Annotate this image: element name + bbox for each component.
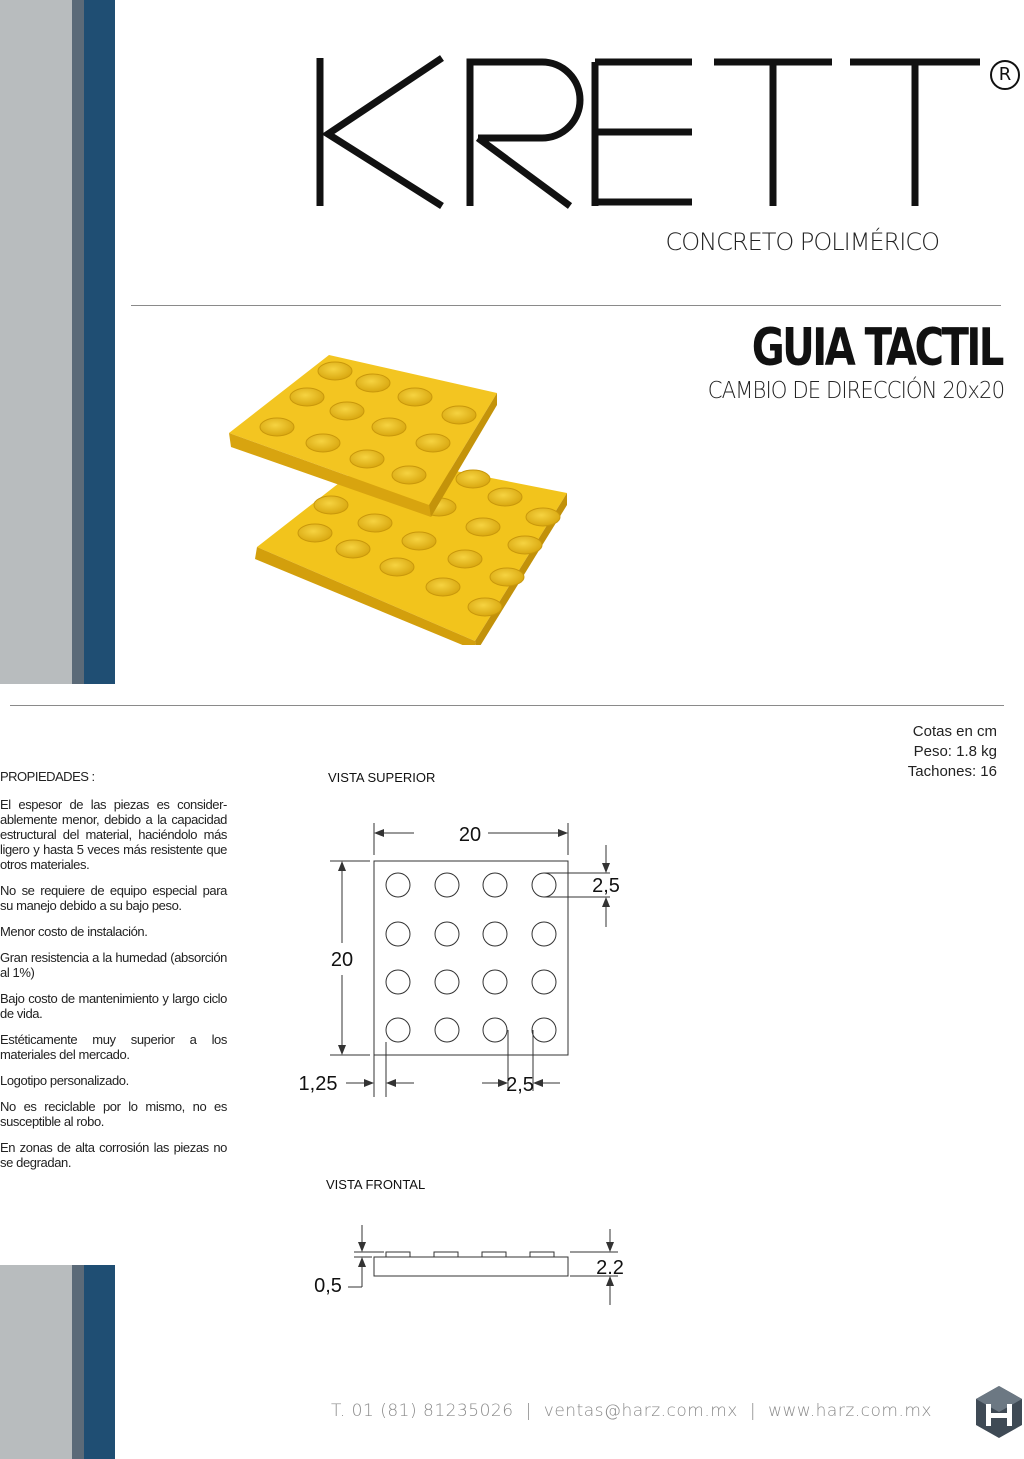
property-item: Gran resistencia a la humedad (absorción al 1%) bbox=[0, 950, 227, 980]
front-view-label: VISTA FRONTAL bbox=[326, 1177, 426, 1192]
side-stripe-slate-top bbox=[72, 0, 84, 684]
dim-spacing-label: 2,5 bbox=[506, 1074, 534, 1096]
property-item: En zonas de alta corrosión las piezas no se degradan. bbox=[0, 1140, 227, 1170]
product-tiles-illustration bbox=[225, 345, 575, 645]
spec-weight: Peso: 1.8 kg bbox=[913, 743, 997, 760]
property-item: Bajo costo de mantenimiento y largo ciclo de vida. bbox=[0, 991, 227, 1021]
properties-list bbox=[0, 797, 227, 1181]
registered-mark: R bbox=[990, 60, 1020, 90]
side-stripe-blue-top bbox=[84, 0, 115, 684]
footer-separator: | bbox=[525, 1401, 532, 1421]
property-item: Logotipo personalizado. bbox=[0, 1073, 129, 1088]
side-stripe-blue-bottom bbox=[84, 1265, 115, 1459]
product-subtitle: CAMBIO DE DIRECCIÓN 20x20 bbox=[707, 378, 1004, 404]
dim-stud-top-label: 2,5 bbox=[592, 875, 620, 897]
front-view-diagram bbox=[300, 1215, 640, 1315]
top-view-label: VISTA SUPERIOR bbox=[328, 770, 436, 785]
specs-block bbox=[908, 722, 997, 782]
spec-units: Cotas en cm bbox=[912, 723, 997, 740]
harz-logo bbox=[974, 1384, 1024, 1440]
dim-width-label: 20 bbox=[458, 824, 482, 846]
dim-margin-label: 1,25 bbox=[298, 1073, 338, 1095]
brand-subtitle: CONCRETO POLIMÉRICO bbox=[665, 228, 939, 256]
side-stripe-slate-bottom bbox=[72, 1265, 84, 1459]
product-title: GUIA TACTIL bbox=[751, 318, 1002, 378]
dim-height-label: 20 bbox=[330, 949, 354, 971]
footer-phone: T. 01 (81) 81235026 bbox=[331, 1401, 514, 1421]
side-stripe-gray-top bbox=[0, 0, 72, 684]
top-view-diagram bbox=[290, 815, 640, 1105]
section-divider bbox=[10, 705, 1004, 706]
footer-email[interactable]: ventas@harz.com.mx bbox=[543, 1401, 738, 1421]
dim-total-height-label: 2.2 bbox=[596, 1257, 624, 1279]
footer-separator: | bbox=[749, 1401, 757, 1421]
footer-website[interactable]: www.harz.com.mx bbox=[768, 1401, 932, 1421]
header-divider bbox=[131, 305, 1001, 306]
side-stripe-gray-bottom bbox=[0, 1265, 72, 1459]
property-item: No es reciclable por lo mismo, no es susceptible al robo. bbox=[0, 1099, 227, 1129]
spec-studs: Tachones: 16 bbox=[907, 763, 997, 780]
footer-contact bbox=[331, 1401, 932, 1421]
properties-heading: PROPIEDADES : bbox=[0, 769, 95, 784]
krett-logo bbox=[312, 52, 984, 212]
property-item: El espesor de las piezas es consider-ablemente menor, debido a la capacidad estructural del material, haciéndolo más ligero y hasta 5 veces más resistente que otros materiales. bbox=[0, 797, 227, 872]
dim-stud-height-label: 0,5 bbox=[314, 1275, 342, 1297]
property-item: Menor costo de instalación. bbox=[0, 924, 148, 939]
property-item: No se requiere de equipo especial para su manejo debido a su bajo peso. bbox=[0, 883, 227, 913]
property-item: Estéticamente muy superior a los materiales del mercado. bbox=[0, 1032, 227, 1062]
